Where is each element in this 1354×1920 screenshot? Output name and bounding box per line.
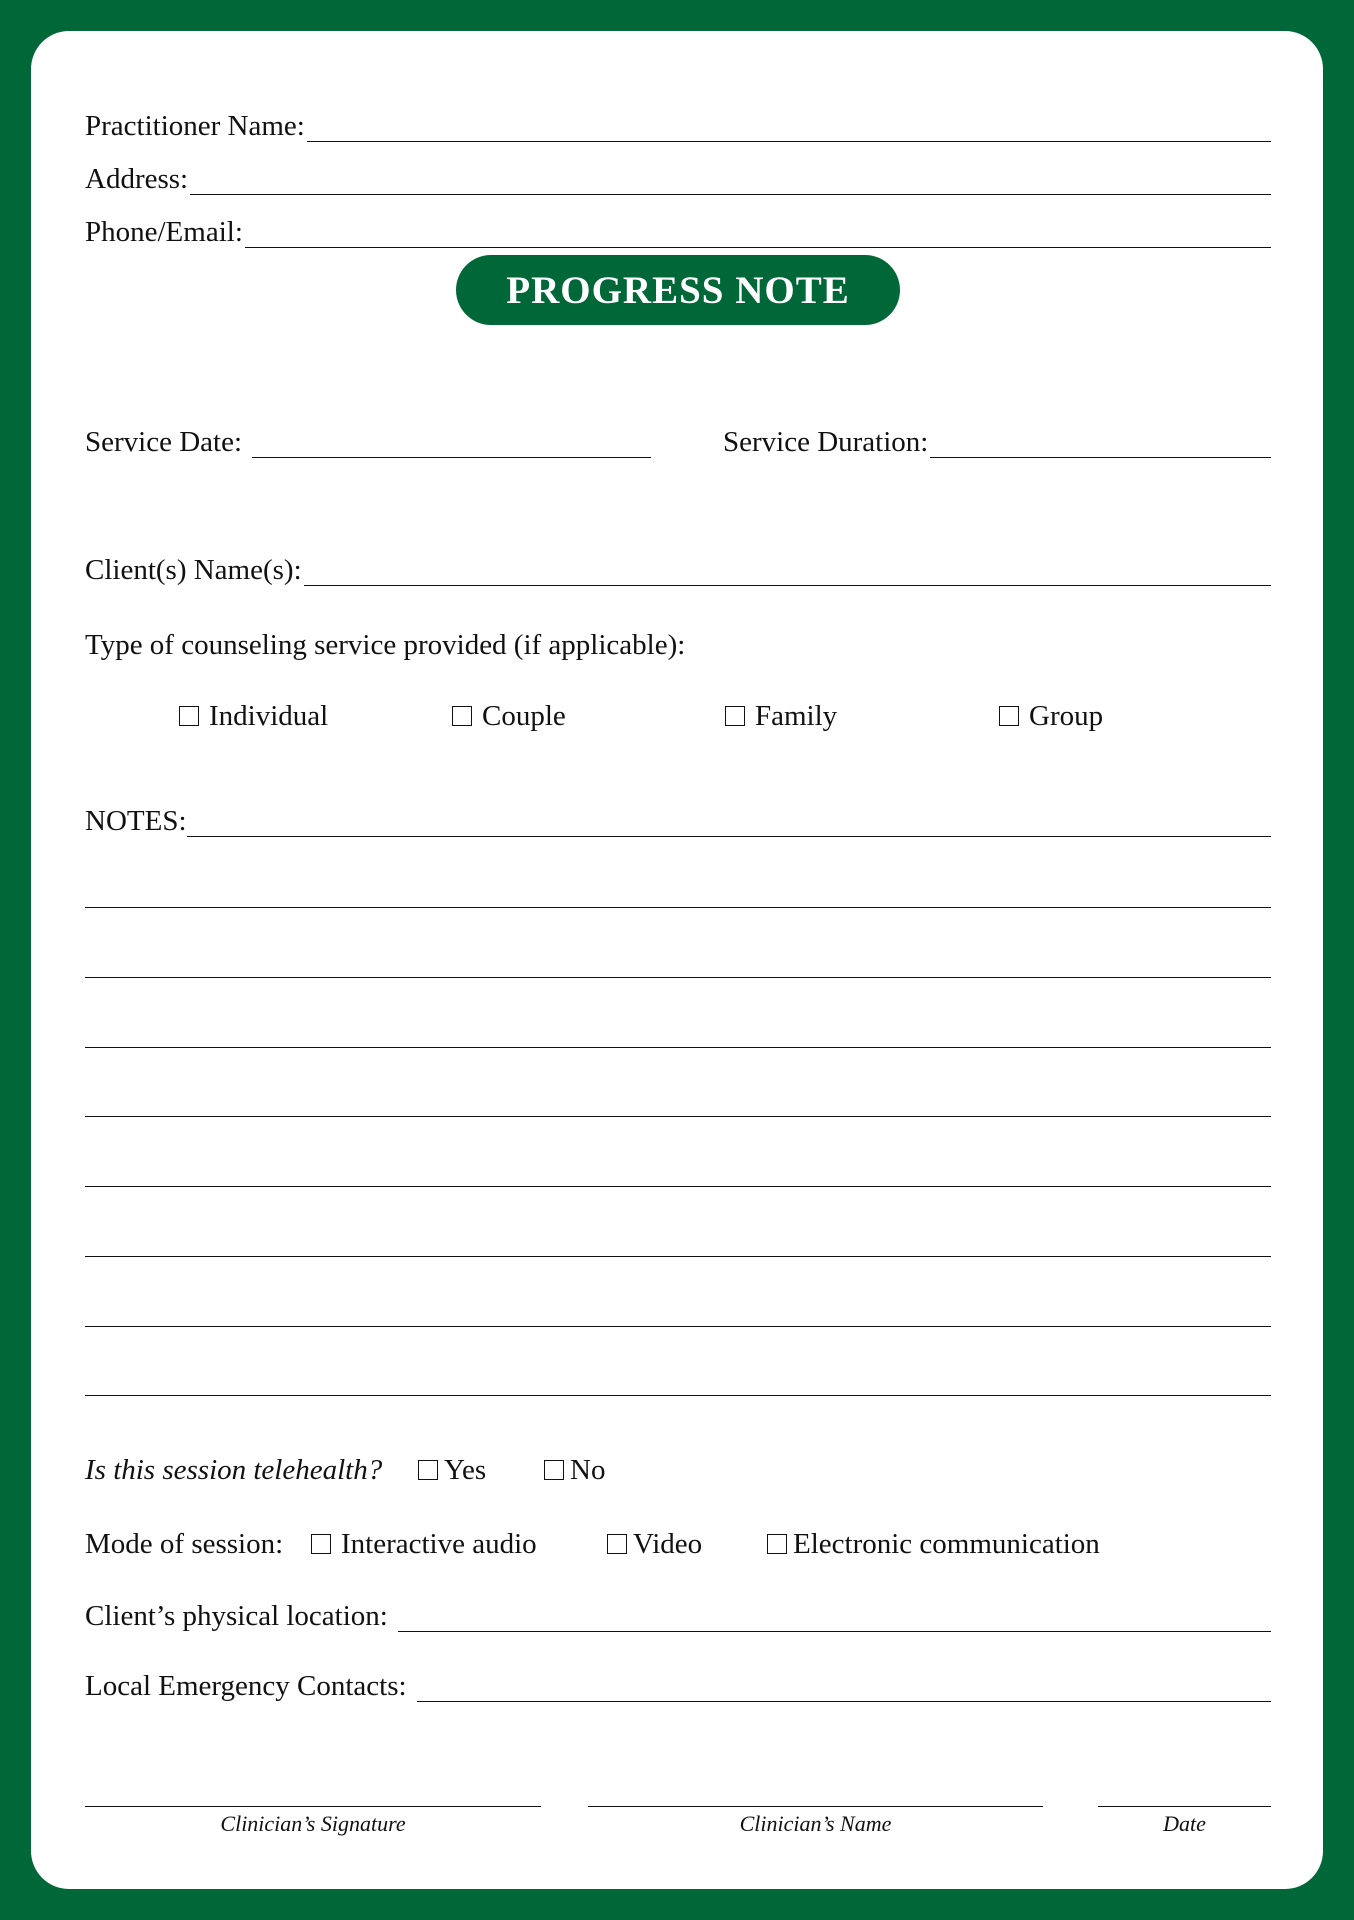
service-duration-line[interactable] <box>930 457 1271 458</box>
notes-label: NOTES: <box>85 805 187 837</box>
checkbox-label: Electronic communication <box>793 1528 1100 1560</box>
client-name-label: Client(s) Name(s): <box>85 554 302 586</box>
counseling-question: Type of counseling service provided (if applicable): <box>85 629 686 661</box>
notes-line[interactable] <box>85 1256 1271 1257</box>
checkbox-icon[interactable] <box>311 1534 331 1554</box>
checkbox-icon[interactable] <box>544 1460 564 1480</box>
checkbox-couple[interactable] <box>452 699 566 733</box>
notes-line[interactable] <box>85 1047 1271 1048</box>
notes-line[interactable] <box>85 907 1271 908</box>
checkbox-icon[interactable] <box>607 1534 627 1554</box>
checkbox-icon[interactable] <box>725 706 745 726</box>
notes-line[interactable] <box>85 1395 1271 1396</box>
address-label: Address: <box>85 163 189 195</box>
checkbox-group[interactable] <box>999 699 1103 733</box>
clinician-name-line[interactable] <box>588 1806 1043 1807</box>
date-line[interactable] <box>1098 1806 1271 1807</box>
checkbox-label: Group <box>1029 700 1104 732</box>
date-label: Date <box>1163 1811 1206 1836</box>
practitioner-name-field[interactable] <box>85 109 1271 143</box>
mode-label: Mode of session: <box>85 1528 284 1560</box>
client-name-line[interactable] <box>304 585 1271 586</box>
service-duration-label: Service Duration: <box>723 426 929 458</box>
service-duration-field[interactable] <box>723 425 1271 459</box>
service-date-field[interactable] <box>85 425 651 459</box>
emergency-contacts-line[interactable] <box>417 1701 1271 1702</box>
emergency-contacts-field[interactable] <box>85 1669 1271 1703</box>
checkbox-yes[interactable] <box>418 1453 486 1487</box>
checkbox-icon[interactable] <box>179 706 199 726</box>
checkbox-video[interactable] <box>607 1527 702 1561</box>
service-date-line[interactable] <box>252 457 651 458</box>
client-name-field[interactable] <box>85 553 1271 587</box>
checkbox-family[interactable] <box>725 699 837 733</box>
signature-line[interactable] <box>85 1806 541 1807</box>
client-location-line[interactable] <box>398 1631 1271 1632</box>
notes-field[interactable] <box>85 804 1271 838</box>
phone-email-field[interactable] <box>85 215 1271 249</box>
checkbox-icon[interactable] <box>452 706 472 726</box>
checkbox-label: No <box>570 1454 606 1486</box>
client-location-field[interactable] <box>85 1599 1271 1633</box>
client-location-label: Client’s physical location: <box>85 1600 388 1632</box>
checkbox-label: Individual <box>209 700 329 732</box>
form-sheet <box>31 31 1323 1889</box>
checkbox-label: Yes <box>444 1454 487 1486</box>
checkbox-label: Video <box>633 1528 703 1560</box>
checkbox-electronic-communication[interactable] <box>767 1527 1100 1561</box>
checkbox-label: Family <box>755 700 838 732</box>
checkbox-label: Couple <box>482 700 566 732</box>
emergency-contacts-label: Local Emergency Contacts: <box>85 1670 407 1702</box>
signature-label: Clinician’s Signature <box>220 1811 406 1836</box>
notes-line[interactable] <box>85 977 1271 978</box>
checkbox-individual[interactable] <box>179 699 328 733</box>
checkbox-interactive-audio[interactable] <box>311 1527 537 1561</box>
practitioner-name-line[interactable] <box>307 141 1271 142</box>
phone-email-line[interactable] <box>245 247 1271 248</box>
service-date-label: Service Date: <box>85 426 243 458</box>
address-field[interactable] <box>85 162 1271 196</box>
checkbox-icon[interactable] <box>767 1534 787 1554</box>
notes-line[interactable] <box>187 836 1272 837</box>
address-line[interactable] <box>190 194 1271 195</box>
checkbox-no[interactable] <box>544 1453 605 1487</box>
checkbox-label: Interactive audio <box>341 1528 537 1560</box>
checkbox-icon[interactable] <box>999 706 1019 726</box>
clinician-name-label: Clinician’s Name <box>739 1811 892 1836</box>
notes-line[interactable] <box>85 1326 1271 1327</box>
page-title: PROGRESS NOTE <box>456 255 900 325</box>
practitioner-name-label: Practitioner Name: <box>85 110 305 142</box>
checkbox-icon[interactable] <box>418 1460 438 1480</box>
telehealth-question: Is this session telehealth? <box>85 1454 383 1486</box>
notes-line[interactable] <box>85 1116 1271 1117</box>
phone-email-label: Phone/Email: <box>85 216 243 248</box>
notes-line[interactable] <box>85 1186 1271 1187</box>
